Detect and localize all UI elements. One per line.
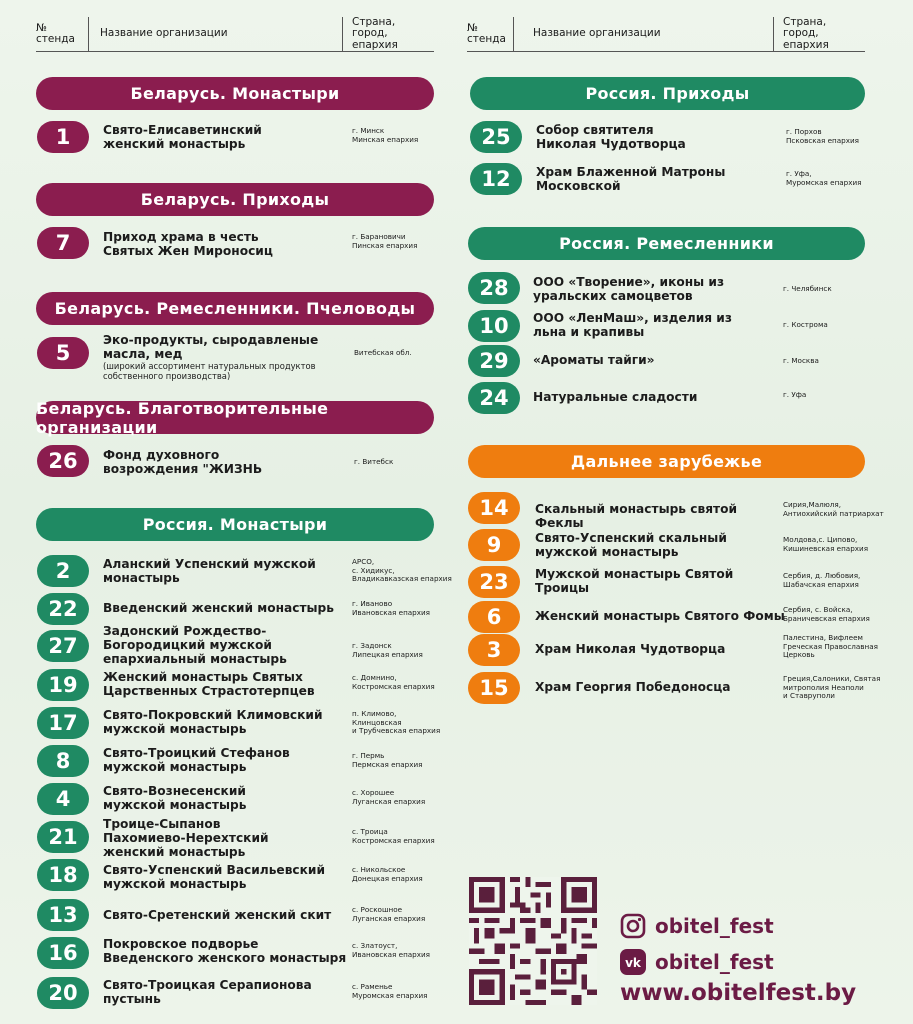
org-location: г. Витебск — [354, 457, 394, 466]
org-name: ООО «Творение», иконы из уральских самоцветов — [533, 275, 725, 303]
org-name: Свято-Елисаветинский женский монастырь — [103, 123, 262, 151]
org-name: Троице-Сыпанов Пахомиево-Нерехтский женский монастырь — [103, 817, 269, 859]
section-belarus-charity: Беларусь. Благотворительные организации — [36, 401, 434, 434]
org-name: Свято-Успенский скальный мужской монастырь — [535, 531, 727, 559]
header-stand: № стенда — [467, 21, 506, 45]
stand-number: 4 — [37, 783, 89, 815]
website-link[interactable]: www.obitelfest.by — [620, 980, 857, 1006]
org-name: Женский монастырь Святых Царственных Страстотерпцев — [103, 670, 315, 698]
svg-text:vk: vk — [625, 956, 641, 970]
section-russia-parishes: Россия. Приходы — [470, 77, 865, 110]
stand-number: 6 — [468, 601, 520, 633]
org-name-text: Эко-продукты, сыродавленые масла, мед — [103, 333, 319, 361]
org-location: с. Златоуст, Ивановская епархия — [352, 941, 430, 959]
vk-icon — [619, 948, 647, 976]
org-location: Сербия, д. Любовия, Шабачская епархия — [783, 571, 861, 589]
org-name: Задонский Рождество-Богородицкий мужской епархиальный монастырь — [103, 624, 287, 666]
org-location: г. Иваново Ивановская епархия — [352, 599, 430, 617]
stand-number: 2 — [37, 555, 89, 587]
stand-number: 16 — [37, 937, 89, 969]
stand-number: 8 — [37, 745, 89, 777]
org-name: Свято-Покровский Климовский мужской монастырь — [103, 708, 323, 736]
header-divider — [773, 17, 774, 51]
org-name: Скальный монастырь святой Феклы — [535, 502, 737, 530]
stand-number: 25 — [470, 121, 522, 153]
header-stand: № стенда — [36, 21, 75, 45]
header-divider — [88, 17, 89, 51]
org-name: Покровское подворье Введенского женского монастыря — [103, 937, 347, 965]
org-name: Натуральные сладости — [533, 390, 698, 404]
stand-number: 17 — [37, 707, 89, 739]
header-location: Страна, город, епархия — [352, 16, 398, 51]
stand-number: 9 — [468, 529, 520, 561]
org-location: п. Климово, Клинцовская и Трубчевская епархия — [352, 709, 441, 736]
org-location: с. Никольское Донецкая епархия — [352, 865, 423, 883]
org-location: Греция,Салоники, Святая митрополия Неаполи и Ставруполи — [783, 674, 881, 701]
section-far-abroad: Дальнее зарубежье — [468, 445, 865, 478]
org-name: Введенский женский монастырь — [103, 601, 334, 615]
org-name: Женский монастырь Святого Фомы — [535, 609, 785, 623]
org-name: Храм Николая Чудотворца — [535, 642, 726, 656]
org-location: г. Минск Минская епархия — [352, 126, 419, 144]
org-location: г. Барановичи Пинская епархия — [352, 232, 418, 250]
stand-number: 24 — [468, 382, 520, 414]
org-name: Мужской монастырь Святой Троицы — [535, 567, 734, 595]
stand-number: 1 — [37, 121, 89, 153]
header-location: Страна, город, епархия — [783, 16, 829, 51]
section-belarus-craftsmen: Беларусь. Ремесленники. Пчеловоды — [36, 292, 434, 325]
org-location: г. Порхов Псковская епархия — [786, 127, 859, 145]
header-org: Название организации — [533, 27, 661, 40]
stand-number: 3 — [468, 634, 520, 666]
stand-number: 5 — [37, 337, 89, 369]
org-location: с. Домнино, Костромская епархия — [352, 673, 435, 691]
instagram-handle: obitel_fest — [655, 914, 774, 938]
stand-number: 26 — [37, 445, 89, 477]
header-divider — [513, 17, 514, 51]
org-location: с. Роскошное Луганская епархия — [352, 905, 426, 923]
stand-number: 14 — [468, 492, 520, 524]
org-location: г. Уфа, Муромская епархия — [786, 169, 862, 187]
org-name: «Ароматы тайги» — [533, 353, 655, 367]
stand-number: 28 — [468, 272, 520, 304]
org-location: г. Уфа — [783, 390, 807, 399]
instagram-link[interactable] — [619, 912, 774, 940]
stand-number: 13 — [37, 899, 89, 931]
stand-number: 15 — [468, 672, 520, 704]
stand-number: 27 — [37, 630, 89, 662]
org-name: Свято-Троицкая Серапионова пустынь — [103, 978, 312, 1006]
stand-number: 23 — [468, 566, 520, 598]
org-name: ООО «ЛенМаш», изделия из льна и крапивы — [533, 311, 732, 339]
table-header-right — [467, 17, 865, 52]
instagram-icon — [619, 912, 647, 940]
qr-code — [469, 877, 597, 1005]
table-header-left — [36, 17, 434, 52]
stand-number: 10 — [468, 310, 520, 342]
org-location: Сербия, с. Войска, Браничевская епархия — [783, 605, 870, 623]
org-location: Витебская обл. — [354, 348, 412, 357]
org-location: АРСО, с. Хидикус, Владикавказская епархия — [352, 557, 452, 584]
org-location: г. Пермь Пермская епархия — [352, 751, 423, 769]
stand-number: 29 — [468, 345, 520, 377]
org-name — [103, 333, 353, 381]
org-location: г. Москва — [783, 356, 819, 365]
section-russia-craftsmen: Россия. Ремесленники — [468, 227, 865, 260]
header-org: Название организации — [100, 27, 228, 40]
org-name: Свято-Сретенский женский скит — [103, 908, 332, 922]
org-name: Собор святителя Николая Чудотворца — [536, 123, 686, 151]
section-belarus-parishes: Беларусь. Приходы — [36, 183, 434, 216]
org-name: Фонд духовного возрождения "ЖИЗНЬ — [103, 448, 263, 476]
stand-number: 22 — [37, 593, 89, 625]
org-name: Аланский Успенский мужской монастырь — [103, 557, 316, 585]
header-divider — [342, 17, 343, 51]
stand-number: 19 — [37, 669, 89, 701]
org-note: (широкий ассортимент натуральных продуктов собственного производства) — [103, 361, 316, 381]
section-belarus-monasteries: Беларусь. Монастыри — [36, 77, 434, 110]
org-location: с. Хорошее Луганская епархия — [352, 788, 426, 806]
org-name: Свято-Троицкий Стефанов мужской монастырь — [103, 746, 290, 774]
org-location: Сирия,Малюля, Антиохийский патриархат — [783, 500, 884, 518]
org-location: г. Кострома — [783, 320, 828, 329]
stand-number: 7 — [37, 227, 89, 259]
stand-number: 12 — [470, 163, 522, 195]
stand-number: 20 — [37, 977, 89, 1009]
vk-handle: obitel_fest — [655, 950, 774, 974]
stand-number: 18 — [37, 859, 89, 891]
org-location: г. Задонск Липецкая епархия — [352, 641, 423, 659]
org-name: Приход храма в честь Святых Жен Мироносиц — [103, 230, 273, 258]
org-location: Палестина, Вифлеем Греческая Православная Церковь — [783, 633, 878, 660]
org-name: Свято-Успенский Васильевский мужской монастырь — [103, 863, 325, 891]
vk-link[interactable] — [619, 948, 774, 976]
org-location: г. Челябинск — [783, 284, 832, 293]
org-location: Молдова,с. Ципово, Кишиневская епархия — [783, 535, 869, 553]
org-name: Храм Блаженной Матроны Московской — [536, 165, 726, 193]
stand-number: 21 — [37, 821, 89, 853]
org-name: Храм Георгия Победоносца — [535, 680, 731, 694]
org-location: с. Раменье Муромская епархия — [352, 982, 428, 1000]
org-location: с. Троица Костромская епархия — [352, 827, 435, 845]
section-russia-monasteries: Россия. Монастыри — [36, 508, 434, 541]
org-name: Свято-Вознесенский мужской монастырь — [103, 784, 247, 812]
